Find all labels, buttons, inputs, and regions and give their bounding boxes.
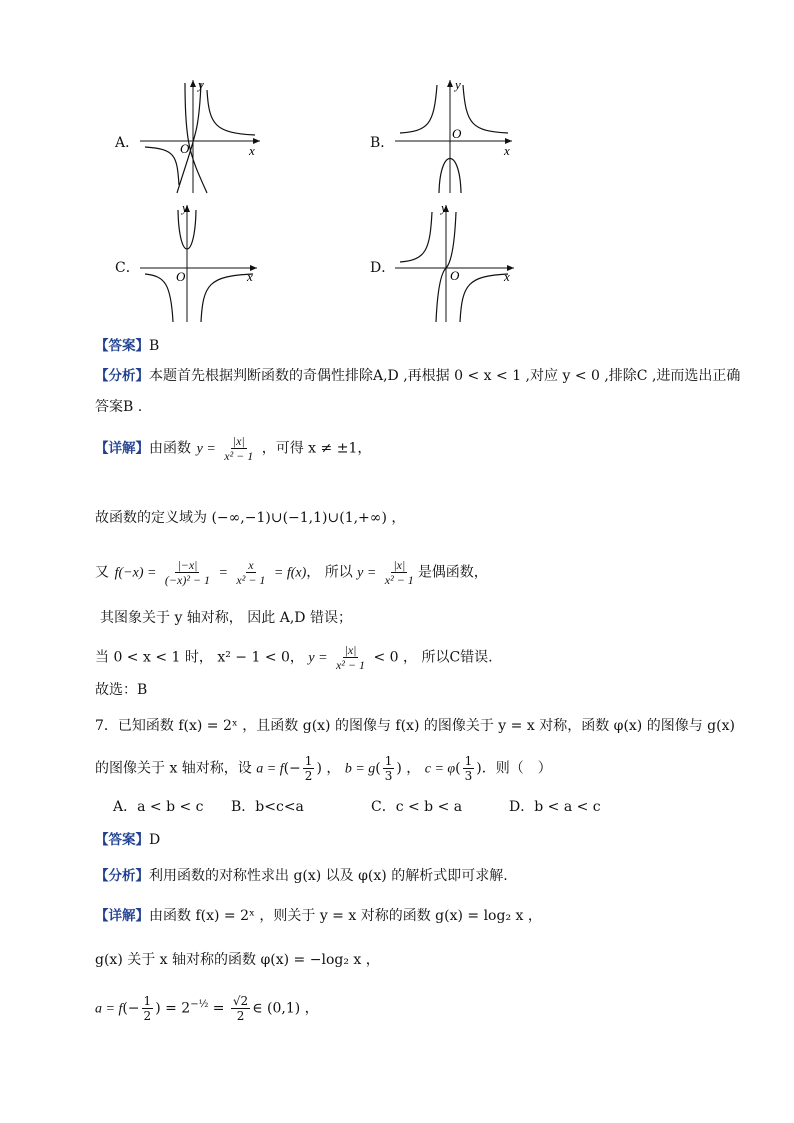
- option-b-label: B．: [370, 135, 395, 151]
- q7-detail-3: a = f(− $\frac{1}{2}$ ) = $2^{-\frac{1}{2}}$ = $\frac{√2}{2}$ ∈ (0,1) ，: [95, 994, 319, 1023]
- fraction: $\frac{|x|}{\text{x² − 1}}$: [224, 434, 254, 463]
- q6-analysis: [95, 366, 740, 386]
- graph-c: [135, 200, 265, 325]
- origin-label: O: [176, 269, 186, 284]
- axis-y-label: y: [198, 77, 204, 92]
- detail-tag: 【详解】: [95, 440, 149, 457]
- answer-value: B: [149, 338, 160, 354]
- analysis-tag: 【分析】: [95, 368, 149, 384]
- q6-domain: 故函数的定义域为 (−∞,−1)∪(−1,1)∪(1,+∞) ，: [95, 510, 406, 526]
- q7-answer: 【答案】D: [95, 832, 161, 848]
- analysis-text: 本题首先根据判断函数的奇偶性排除A,D ,再根据 0 < x < 1 ,对应 y < 0 ,排除C ,进而选出正确: [149, 368, 741, 384]
- axis-y-label: y: [441, 200, 447, 215]
- graph-a: [135, 75, 265, 195]
- q6-analysis-cont: 答案B .: [95, 399, 143, 415]
- q7-detail: 【详解】由函数 f(x) = 2ˣ ，则关于 y = x 对称的函数 g(x) = log₂ x ，: [95, 908, 542, 924]
- axis-x-label: x: [249, 143, 255, 158]
- choice-d[interactable]: D．b < a < c: [509, 799, 601, 815]
- q7-stem-line2: 的图像关于 x 轴对称，设 a = f(− $\frac{1}{2}$ ) ， b = g( $\frac{1}{3}$ ) ， c = φ( $\frac{1}{3}$ )．则（ ）: [95, 754, 552, 783]
- axis-x-label: x: [504, 269, 510, 284]
- q6-when: 当 0 < x < 1 时， x² − 1 < 0， y = $\frac{|x|}{\text{x² − 1}}$ < 0 ， 所以C错误.: [95, 643, 493, 672]
- option-a-label: A．: [115, 135, 140, 151]
- choice-b[interactable]: B．b<c<a: [231, 799, 304, 815]
- option-c-label: C．: [115, 260, 140, 276]
- answer-tag: 【答案】: [95, 338, 149, 354]
- origin-label: O: [452, 126, 462, 141]
- choice-a[interactable]: A．a < b < c: [113, 799, 204, 815]
- axis-y-label: y: [182, 200, 188, 215]
- origin-label: O: [450, 268, 460, 283]
- q6-conclusion: 故选：B: [95, 682, 148, 698]
- axis-x-label: x: [504, 143, 510, 158]
- q6-symmetry: 其图象关于 y 轴对称， 因此 A,D 错误；: [100, 610, 352, 626]
- q6-detail: 【详解】由函数 y = $\frac{|x|}{\text{x² − 1}}$ ，可得 x ≠ ±1，: [95, 434, 372, 463]
- option-d-label: D．: [370, 260, 396, 276]
- q6-even: 又 f(−x) = $\frac{|-x|}{\text{(−x)² − 1}}$ = $\frac{x}{\text{x² − 1}}$ = f(x)， 所以 y = $\frac{|x|}{\text{x² − 1}}$ 是偶函数，: [95, 558, 488, 587]
- graph-b: [390, 75, 520, 195]
- origin-label: O: [180, 141, 190, 156]
- q7-detail-2: g(x) 关于 x 轴对称的函数 φ(x) = −log₂ x ，: [95, 952, 380, 968]
- q7-stem-line1: 7．已知函数 f(x) = 2ˣ ，且函数 g(x) 的图像与 f(x) 的图像关于 y = x 对称，函数 φ(x) 的图像与 g(x): [95, 718, 735, 734]
- choice-c[interactable]: C．c < b < a: [371, 799, 463, 815]
- axis-x-label: x: [247, 269, 253, 284]
- graph-d: [390, 200, 520, 325]
- q6-answer: [95, 336, 159, 356]
- q7-analysis: 【分析】利用函数的对称性求出 g(x) 以及 φ(x) 的解析式即可求解.: [95, 868, 508, 884]
- axis-y-label: y: [455, 77, 461, 92]
